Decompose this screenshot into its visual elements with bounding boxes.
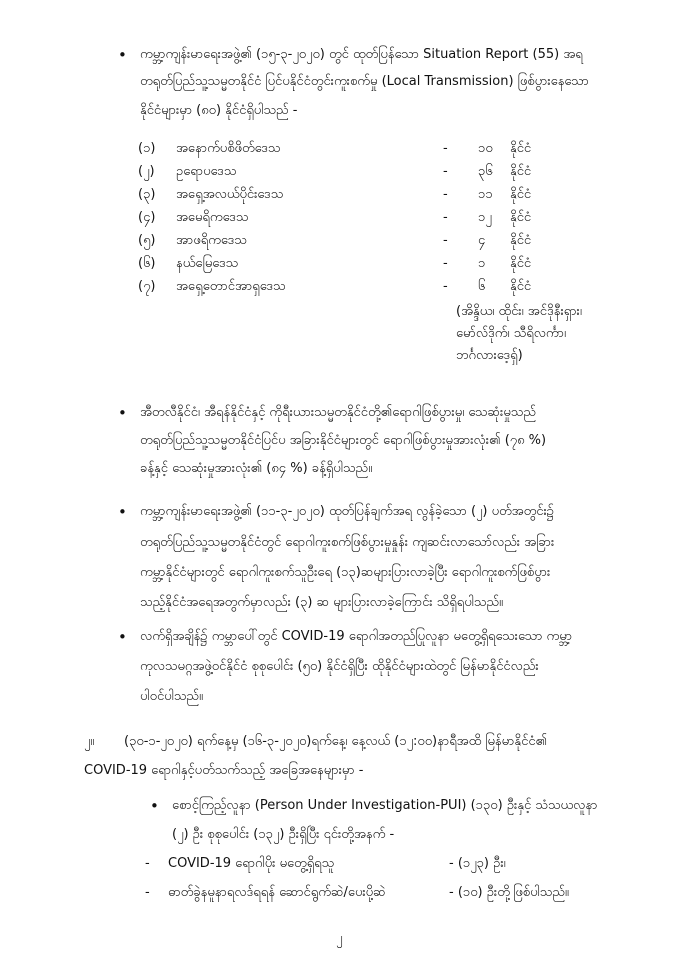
region-row: [0, 184, 679, 206]
region-name: အရှေ့အလယ်ပိုင်းဒေသ: [176, 187, 284, 202]
paragraph-4-line-1: လက်ရှိအချိန်၌ ကမ္ဘာပေါ်တွင် COVID-19 ရောဂါအတည်ပြုလူနာ မတွေ့ရှိရသေးသော ကမ္ဘာ့: [140, 629, 573, 644]
region-name: အရှေ့တောင်အာရှဒေသ: [176, 279, 286, 294]
region-count: ၆: [478, 279, 486, 294]
bullet-marker: •: [118, 503, 127, 521]
region-row: [0, 276, 679, 298]
region-name: အာဖရိကဒေသ: [176, 233, 247, 248]
paragraph-4-line-3: ပါဝင်ပါသည်။: [140, 689, 203, 704]
region-note-line-3: ဘင်္ဂလားဒေ့ရှ်): [456, 348, 523, 363]
paragraph-4-line-2: ကုလသမဂ္ဂအဖွဲ့ဝင်နိုင်ငံ စုစုပေါင်း (၅၀) နိုင်ငံရှိပြီး ထိုနိုင်ငံများထဲတွင် မြန်မာနိုင်ငံလည်း: [140, 659, 539, 674]
bullet-marker: •: [150, 797, 159, 815]
section-2-line-2: COVID-19 ရောဂါနှင့်ပတ်သက်သည့် အခြေအနေများမှာ -: [84, 763, 364, 778]
region-unit: နိုင်ငံ: [510, 256, 532, 271]
region-unit: နိုင်ငံ: [510, 279, 532, 294]
region-dash: -: [443, 233, 448, 248]
region-row: [0, 207, 679, 229]
region-row: [0, 230, 679, 252]
paragraph-3-line-3: ကမ္ဘာ့နိုင်ငံများတွင် ရောဂါကူးစက်သူဦးရေ (၁၃)ဆများပြားလာခဲ့ပြီး ရောဂါကူးစက်ဖြစ်ပွား: [140, 565, 551, 580]
region-dash: -: [443, 210, 448, 225]
region-unit: နိုင်ငံ: [510, 210, 532, 225]
page-number: ၂: [336, 931, 343, 946]
region-dash: -: [443, 164, 448, 179]
paragraph-5-line-1: စောင့်ကြည့်လူနာ (Person Under Investigation-PUI) (၁၃၀) ဦးနှင့် သံသယလူနာ: [172, 798, 598, 813]
paragraph-3-line-1: ကမ္ဘာ့ကျန်းမာရေးအဖွဲ့၏ (၁၁-၃-၂၀၂၀) ထုတ်ပြန်ချက်အရ လွန်ခဲ့သော (၂) ပတ်အတွင်း၌: [140, 504, 555, 519]
paragraph-1-line-3: နိုင်ငံများမှာ (၈၀) နိုင်ငံရှိပါသည် -: [140, 103, 298, 118]
paragraph-3-line-4: သည့်နိုင်ငံအရေအတွက်မှာလည်း (၃) ဆ များပြားလာခဲ့ကြောင်း သိရှိရပါသည်။: [140, 595, 503, 610]
region-dash: -: [443, 279, 448, 294]
region-count: ၁: [478, 256, 486, 271]
section-2-line-1: (၃၀-၁-၂၀၂၀) ရက်နေ့မှ (၁၆-၃-၂၀၂၀)ရက်နေ့၊ နေ့လယ် (၁၂:၀၀)နာရီအထိ မြန်မာနိုင်ငံ၏: [124, 734, 548, 749]
region-count: ၃၆: [478, 164, 493, 179]
paragraph-1-line-2: တရုတ်ပြည်သူ့သမ္မတနိုင်ငံ ပြင်ပနိုင်ငံတွင်းကူးစက်မှု (Local Transmission) ဖြစ်ပွားနေသော: [140, 74, 589, 89]
paragraph-1-line-1: ကမ္ဘာ့ကျန်းမာရေးအဖွဲ့၏ (၁၅-၃-၂၀၂၀) တွင် ထုတ်ပြန်သော Situation Report (55) အရ: [140, 47, 583, 62]
region-number: (၆): [138, 256, 156, 271]
region-note-line-2: မော်လ်ဒိုက်၊ သီရိလင်္ကာ၊: [456, 326, 567, 341]
region-name: အမေရိကဒေသ: [176, 210, 249, 225]
paragraph-3-line-2: တရုတ်ပြည်သူ့သမ္မတနိုင်ငံတွင် ရောဂါကူးစက်ဖြစ်ပွားမှုနှုန်း ကျဆင်းလာသော်လည်း အခြား: [140, 535, 555, 550]
region-row: [0, 161, 679, 183]
region-name: ဥရောပဒေသ: [176, 164, 237, 179]
sub-item-dash: -: [145, 856, 150, 871]
region-dash: -: [443, 187, 448, 202]
bullet-marker: •: [118, 628, 127, 646]
sub-item-text: COVID-19 ရောဂါပိုး မတွေ့ရှိရသူ: [168, 856, 335, 871]
paragraph-2-line-2: တရုတ်ပြည်သူ့သမ္မတနိုင်ငံပြင်ပ အခြားနိုင်ငံများတွင် ရောဂါဖြစ်ပွားမှုအားလုံး၏ (၇၈ %): [140, 433, 547, 448]
sub-item-value: - (၁၂၃) ဦး၊: [449, 856, 506, 871]
sub-item-text: ဓာတ်ခွဲနမူနာရလဒ်ရရန် ဆောင်ရွက်ဆဲ/ပေးပို့ဆဲ: [168, 885, 386, 900]
region-count: ၁၀: [478, 141, 493, 156]
region-count: ၁၂: [478, 210, 492, 225]
paragraph-2-line-1: အီတလီနိုင်ငံ၊ အီရန်နိုင်ငံနှင့် ကိုရီးယားသမ္မတနိုင်ငံတို့၏ရောဂါဖြစ်ပွားမှု၊ သေဆုံးမှုသည်: [140, 405, 536, 420]
paragraph-2-line-3: ခန့်နှင့် သေဆုံးမှုအားလုံး၏ (၈၄ %) ခန့်ရှိပါသည်။: [140, 461, 373, 476]
sub-item-value: - (၁၀) ဦးတို့ဖြစ်ပါသည်။: [449, 885, 569, 900]
section-number: ၂။: [84, 734, 95, 749]
bullet-marker: •: [118, 46, 127, 64]
region-count: ၁၁: [478, 187, 493, 202]
region-unit: နိုင်ငံ: [510, 141, 532, 156]
region-count: ၄: [478, 233, 486, 248]
region-unit: နိုင်ငံ: [510, 164, 532, 179]
region-name: အနောက်ပစိဖိတ်ဒေသ: [176, 141, 281, 156]
region-row: [0, 253, 679, 275]
region-name: နယ်မြေဒေသ: [176, 256, 239, 271]
region-number: (၁): [138, 141, 156, 156]
bullet-marker: •: [118, 404, 127, 422]
region-unit: နိုင်ငံ: [510, 233, 532, 248]
region-note-line-1: (အိန္ဒိယ၊ ထိုင်း၊ အင်ဒိုနီးရှား၊: [456, 304, 582, 319]
region-number: (၃): [138, 187, 156, 202]
paragraph-5-line-2: (၂) ဦး စုစုပေါင်း (၁၃၂) ဦးရှိပြီး ၎င်းတို့အနက် -: [172, 827, 395, 842]
region-row: [0, 138, 679, 160]
region-dash: -: [443, 141, 448, 156]
region-number: (၅): [138, 233, 156, 248]
region-number: (၇): [138, 279, 156, 294]
region-number: (၄): [138, 210, 156, 225]
region-unit: နိုင်ငံ: [510, 187, 532, 202]
region-number: (၂): [138, 164, 155, 179]
region-dash: -: [443, 256, 448, 271]
sub-item-dash: -: [145, 885, 150, 900]
